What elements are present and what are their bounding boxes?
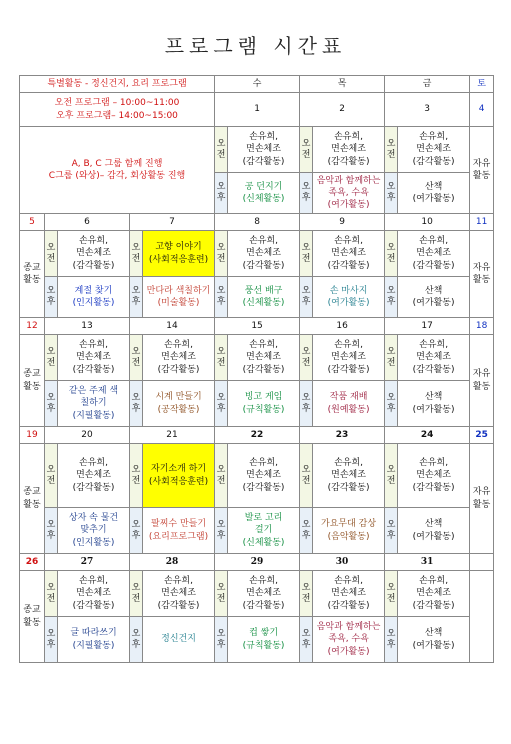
w2-wed-pm: 풍선 배구 (신체활동) [228, 277, 300, 318]
w1-fri-pm: 산책 (여가활동) [398, 173, 470, 214]
w2-thu-pm: 손 마사지 (여가활동) [313, 277, 385, 318]
w5-sat-empty [470, 571, 494, 663]
date-blank [470, 554, 494, 571]
w4-wed-pm: 발로 고리 걸기 (신체활동) [228, 508, 300, 554]
pm-label: 오 후 [300, 381, 313, 427]
w3-thu-pm: 작품 재배 (원예활동) [313, 381, 385, 427]
w2-tue-am: 고향 이야기 (사회적응훈련) [143, 231, 215, 277]
w3-mon-am: 손유희, 면손체조 (감각활동) [58, 335, 130, 381]
w2-wed-am: 손유희, 면손체조 (감각활동) [228, 231, 300, 277]
am-label: 오 전 [300, 335, 313, 381]
day-sat: 토 [470, 76, 494, 93]
page-title: 프로그램 시간표 [164, 34, 347, 58]
am-label: 오 전 [130, 444, 143, 508]
w1-thu-am: 손유희, 면손체조 (감각활동) [313, 127, 385, 173]
am-label: 오 전 [385, 127, 398, 173]
am-label: 오 전 [215, 231, 228, 277]
date-13: 13 [45, 318, 130, 335]
date-21: 21 [130, 427, 215, 444]
w2-fri-pm: 산책 (여가활동) [398, 277, 470, 318]
am-label: 오 전 [215, 571, 228, 617]
pm-label: 오 후 [130, 381, 143, 427]
date-5: 5 [20, 214, 45, 231]
pm-label: 오 후 [215, 617, 228, 663]
pm-label: 오 후 [45, 508, 58, 554]
w4-mon-am: 손유희, 면손체조 (감각활동) [58, 444, 130, 508]
date-11: 11 [470, 214, 494, 231]
pm-label: 오 후 [45, 381, 58, 427]
w3-wed-am: 손유희, 면손체조 (감각활동) [228, 335, 300, 381]
date-9: 9 [300, 214, 385, 231]
w3-fri-pm: 산책 (여가활동) [398, 381, 470, 427]
w5-tue-pm: 정신건지 [143, 617, 215, 663]
date-12: 12 [20, 318, 45, 335]
am-label: 오 전 [215, 444, 228, 508]
date-16: 16 [300, 318, 385, 335]
pm-label: 오 후 [130, 617, 143, 663]
am-label: 오 전 [300, 231, 313, 277]
w5-thu-am: 손유희, 면손체조 (감각활동) [313, 571, 385, 617]
w2-mon-pm: 계절 찾기 (인지활동) [58, 277, 130, 318]
w4-tue-am: 자기소개 하기 (사회적응훈련) [143, 444, 215, 508]
w2-sun-religion: 종교 활동 [20, 231, 45, 318]
w3-sat-free: 자유 활동 [470, 335, 494, 427]
date-14: 14 [130, 318, 215, 335]
pm-label: 오 후 [385, 277, 398, 318]
date-20: 20 [45, 427, 130, 444]
group-note: A, B, C 그룹 함께 진행 C그룹 (와상)– 감각, 회상활동 진행 [20, 127, 215, 214]
w3-fri-am: 손유희, 면손체조 (감각활동) [398, 335, 470, 381]
date-22: 22 [215, 427, 300, 444]
pm-label: 오 후 [130, 508, 143, 554]
am-label: 오 전 [300, 444, 313, 508]
pm-label: 오 후 [215, 173, 228, 214]
am-label: 오 전 [215, 127, 228, 173]
am-label: 오 전 [385, 335, 398, 381]
pm-label: 오 후 [215, 277, 228, 318]
w5-fri-am: 손유희, 면손체조 (감각활동) [398, 571, 470, 617]
pm-label: 오 후 [385, 173, 398, 214]
pm-label: 오 후 [45, 277, 58, 318]
w3-sun-religion: 종교 활동 [20, 335, 45, 427]
am-label: 오 전 [130, 571, 143, 617]
am-label: 오 전 [300, 127, 313, 173]
w5-fri-pm: 산책 (여가활동) [398, 617, 470, 663]
w1-fri-am: 손유희, 면손체조 (감각활동) [398, 127, 470, 173]
w2-thu-am: 손유희, 면손체조 (감각활동) [313, 231, 385, 277]
w4-thu-pm: 가요무대 감상 (음악활동) [313, 508, 385, 554]
pm-label: 오 후 [130, 277, 143, 318]
date-28: 28 [130, 554, 215, 571]
pm-label: 오 후 [300, 173, 313, 214]
w2-fri-am: 손유희, 면손체조 (감각활동) [398, 231, 470, 277]
date-2: 2 [300, 93, 385, 127]
w3-tue-am: 손유희, 면손체조 (감각활동) [143, 335, 215, 381]
w3-mon-pm: 같은 주제 색 칠하기 (지필활동) [58, 381, 130, 427]
am-label: 오 전 [130, 231, 143, 277]
w3-thu-am: 손유희, 면손체조 (감각활동) [313, 335, 385, 381]
w4-sun-religion: 종교 활동 [20, 444, 45, 554]
date-3: 3 [385, 93, 470, 127]
am-label: 오 전 [385, 444, 398, 508]
w4-thu-am: 손유희, 면손체조 (감각활동) [313, 444, 385, 508]
am-label: 오 전 [45, 231, 58, 277]
pm-label: 오 후 [300, 617, 313, 663]
pm-label: 오 후 [385, 381, 398, 427]
w5-thu-pm: 음악과 함께하는 족욕, 수욕 (여가활동) [313, 617, 385, 663]
am-label: 오 전 [45, 335, 58, 381]
w4-wed-am: 손유희, 면손체조 (감각활동) [228, 444, 300, 508]
date-17: 17 [385, 318, 470, 335]
date-7: 7 [130, 214, 215, 231]
date-18: 18 [470, 318, 494, 335]
date-24: 24 [385, 427, 470, 444]
w4-mon-pm: 상자 속 물건 맞추기 (인지활동) [58, 508, 130, 554]
w2-sat-free: 자유 활동 [470, 231, 494, 318]
am-label: 오 전 [385, 571, 398, 617]
w4-sat-free: 자유 활동 [470, 444, 494, 554]
program-times [20, 93, 215, 127]
date-27: 27 [45, 554, 130, 571]
date-31: 31 [385, 554, 470, 571]
w5-mon-pm: 글 따라쓰기 (지필활동) [58, 617, 130, 663]
w4-tue-pm: 팔찌수 만들기 (요리프로그램) [143, 508, 215, 554]
special-activity-label: 특별활동 - 정신건지, 요리 프로그램 [20, 76, 215, 93]
date-29: 29 [215, 554, 300, 571]
am-label: 오 전 [45, 444, 58, 508]
w3-wed-pm: 빙고 게임 (규칙활동) [228, 381, 300, 427]
date-6: 6 [45, 214, 130, 231]
pm-label: 오 후 [45, 617, 58, 663]
date-19: 19 [20, 427, 45, 444]
date-1: 1 [215, 93, 300, 127]
pm-label: 오 후 [215, 508, 228, 554]
w2-mon-am: 손유희, 면손체조 (감각활동) [58, 231, 130, 277]
w3-tue-pm: 시계 만들기 (공작활동) [143, 381, 215, 427]
w5-tue-am: 손유희, 면손체조 (감각활동) [143, 571, 215, 617]
w2-tue-pm: 만다라 색칠하기 (미술활동) [143, 277, 215, 318]
date-15: 15 [215, 318, 300, 335]
w1-sat-free: 자유 활동 [470, 127, 494, 214]
w5-sun-religion: 종교 활동 [20, 571, 45, 663]
am-label: 오 전 [130, 335, 143, 381]
date-8: 8 [215, 214, 300, 231]
day-wed: 수 [215, 76, 300, 93]
w4-fri-am: 손유희, 면손체조 (감각활동) [398, 444, 470, 508]
pm-label: 오 후 [300, 508, 313, 554]
w5-wed-pm: 컵 쌓기 (규칙활동) [228, 617, 300, 663]
date-26: 26 [20, 554, 45, 571]
pm-label: 오 후 [300, 277, 313, 318]
day-fri: 금 [385, 76, 470, 93]
pm-label: 오 후 [385, 508, 398, 554]
date-30: 30 [300, 554, 385, 571]
w1-thu-pm: 음악과 함께하는 족욕, 수욕 (여가활동) [313, 173, 385, 214]
am-label: 오 전 [385, 231, 398, 277]
w5-mon-am: 손유희, 면손체조 (감각활동) [58, 571, 130, 617]
pm-time: 오후 프로그램– 14:00~15:00 [56, 110, 178, 121]
date-10: 10 [385, 214, 470, 231]
am-label: 오 전 [215, 335, 228, 381]
date-25: 25 [470, 427, 494, 444]
date-23: 23 [300, 427, 385, 444]
am-label: 오 전 [45, 571, 58, 617]
schedule-table [19, 75, 494, 663]
w4-fri-pm: 산책 (여가활동) [398, 508, 470, 554]
pm-label: 오 후 [215, 381, 228, 427]
date-4: 4 [470, 93, 494, 127]
day-thu: 목 [300, 76, 385, 93]
am-label: 오 전 [300, 571, 313, 617]
pm-label: 오 후 [385, 617, 398, 663]
w1-wed-am: 손유희, 면손체조 (감각활동) [228, 127, 300, 173]
am-time: 오전 프로그램 – 10:00~11:00 [54, 98, 180, 109]
w5-wed-am: 손유희, 면손체조 (감각활동) [228, 571, 300, 617]
w1-wed-pm: 공 던지기 (신체활동) [228, 173, 300, 214]
